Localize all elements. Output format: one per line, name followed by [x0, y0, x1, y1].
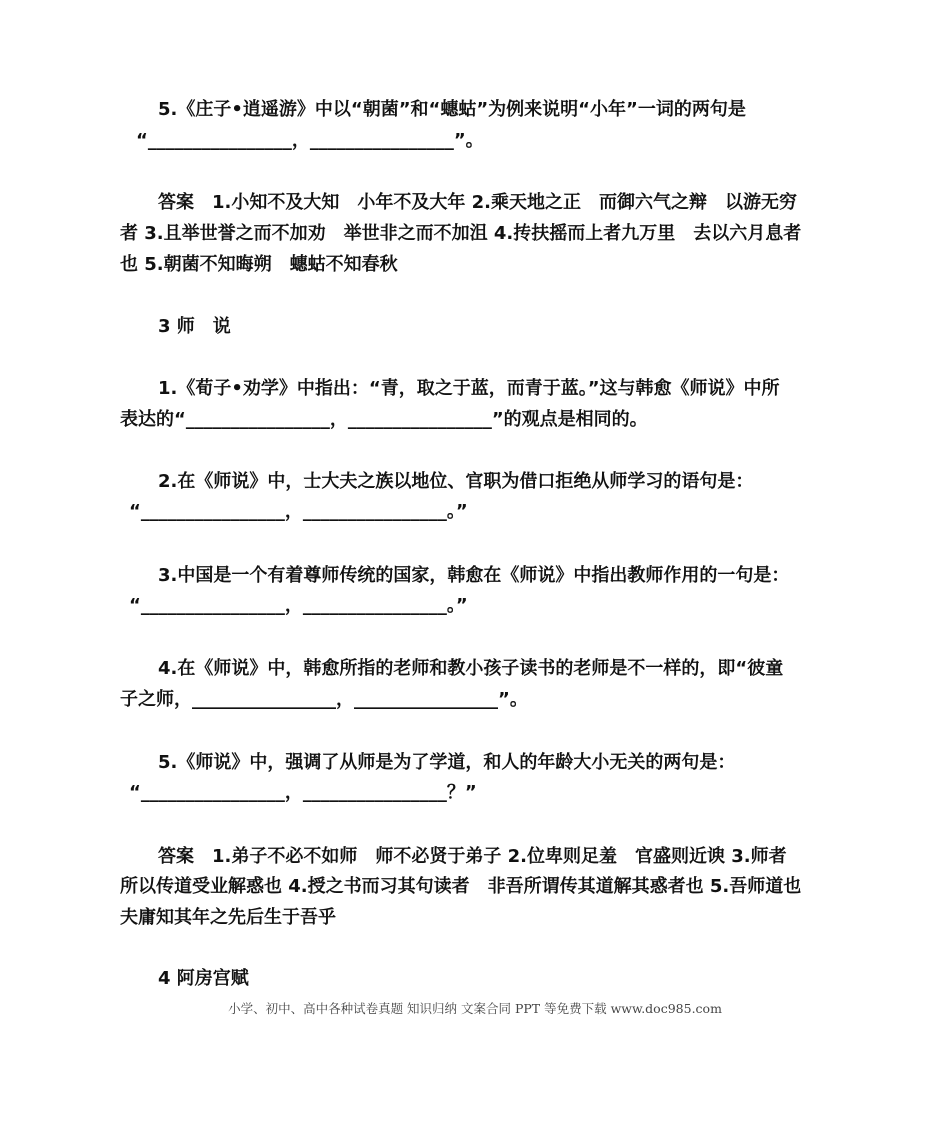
question-2-blanks: “________________，________________。” — [129, 501, 468, 522]
question-5-zhuangzi: 5.《庄子•逍遥游》中以“朝菌”和“蟪蛄”为例来说明“小年”一词的两句是 — [158, 99, 746, 120]
question-5-blanks: “________________，________________”。 — [136, 130, 484, 151]
question-5-line-1: 5.《师说》中，强调了从师是为了学道，和人的年龄大小无关的两句是： — [158, 752, 736, 773]
question-1-line-1: 1.《荀子•劝学》中指出：“青，取之于蓝，而青于蓝。”这与韩愈《师说》中所 — [158, 378, 780, 399]
question-5-shishuo-blanks: “________________，________________？” — [129, 782, 477, 803]
answer-1-line-3: 也 5.朝菌不知晦朔 蟪蛄不知春秋 — [120, 254, 398, 275]
question-4-line-2: 子之师，________________，________________”。 — [120, 689, 528, 710]
section-heading-shishuo: 3 师 说 — [158, 316, 231, 337]
question-2-line-1: 2.在《师说》中，士大夫之族以地位、官职为借口拒绝从师学习的语句是： — [158, 471, 754, 492]
question-4-line-1: 4.在《师说》中，韩愈所指的老师和教小孩子读书的老师是不一样的，即“彼童 — [158, 658, 784, 679]
section-heading-epanggong: 4 阿房宫赋 — [158, 968, 249, 989]
answer-2-line-1: 答案 1.弟子不必不如师 师不必贤于弟子 2.位卑则足羞 官盛则近谀 3.师者 — [158, 846, 787, 867]
answer-2-line-3: 夫庸知其年之先后生于吾乎 — [120, 907, 336, 928]
question-3-line-1: 3.中国是一个有着尊师传统的国家，韩愈在《师说》中指出教师作用的一句是： — [158, 565, 790, 586]
answer-1-line-1: 答案 1.小知不及大知 小年不及大年 2.乘天地之正 而御六气之辩 以游无穷 — [158, 192, 797, 213]
page-footer: 小学、初中、高中各种试卷真题 知识归纳 文案合同 PPT 等免费下载 www.doc985.com — [228, 1001, 722, 1016]
answer-1-line-2: 者 3.且举世誉之而不加劝 举世非之而不加沮 4.抟扶摇而上者九万里 去以六月息者 — [120, 223, 802, 244]
question-1-line-2: 表达的“________________，________________”的观点是相同的。 — [120, 409, 648, 430]
question-3-blanks: “________________，________________。” — [129, 595, 468, 616]
answer-2-line-2: 所以传道受业解惑也 4.授之书而习其句读者 非吾所谓传其道解其惑者也 5.吾师道也 — [120, 876, 802, 897]
